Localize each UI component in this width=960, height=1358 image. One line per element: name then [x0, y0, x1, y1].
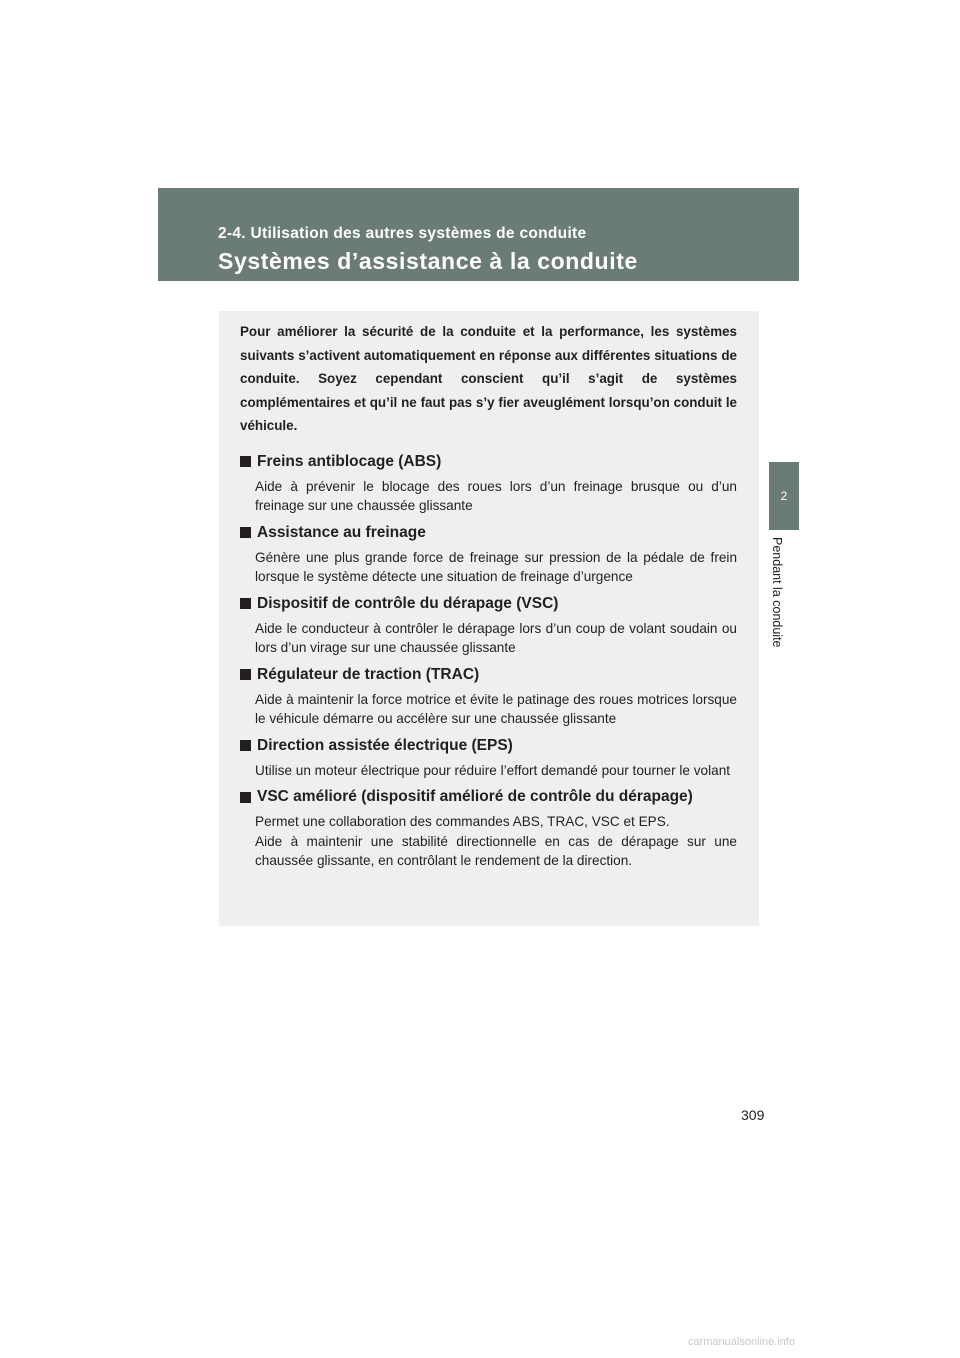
- feature-trac: [240, 665, 737, 729]
- feature-enhanced-vsc: [240, 787, 737, 871]
- page-number: 309: [741, 1107, 765, 1123]
- feature-description: Génère une plus grande force de freinage sur pression de la pédale de frein lorsque le système détecte une situation de freinage d’urgence: [255, 549, 737, 585]
- chapter-tab: 2: [769, 462, 799, 530]
- feature-heading: [240, 523, 737, 543]
- header-band: [158, 188, 799, 281]
- feature-description: Utilise un moteur électrique pour réduire l’effort demandé pour tourner le volant: [255, 762, 731, 778]
- feature-title: Dispositif de contrôle du dérapage (VSC): [257, 594, 559, 612]
- feature-heading: [240, 452, 737, 472]
- feature-title: Régulateur de traction (TRAC): [257, 665, 480, 683]
- page-title: Systèmes d’assistance à la conduite: [218, 248, 638, 274]
- feature-title: VSC amélioré (dispositif amélioré de contrôle du dérapage): [257, 788, 693, 806]
- feature-title: Assistance au freinage: [257, 523, 426, 541]
- square-bullet-icon: [240, 456, 251, 467]
- feature-description: Aide à maintenir la force motrice et évite le patinage des roues motrices lorsque le véhicule démarre ou accélère sur une chaussée glissante: [255, 691, 737, 727]
- square-bullet-icon: [240, 598, 251, 609]
- feature-brake-assist: [240, 523, 737, 587]
- feature-heading: [240, 736, 737, 756]
- square-bullet-icon: [240, 527, 251, 538]
- square-bullet-icon: [240, 669, 251, 680]
- intro-paragraph: Pour améliorer la sécurité de la conduite et la performance, les systèmes suivants s’activent automatiquement en réponse aux différentes situations de conduite. Soyez cependant conscient qu’il s’agit de systèmes complémentaires et qu’il ne faut pas s’y fier aveuglément lorsqu’on conduit le véhicule.: [240, 324, 737, 434]
- feature-heading: [240, 787, 737, 807]
- feature-description: Aide à prévenir le blocage des roues lors d’un freinage brusque ou d’un freinage sur une chaussée glissante: [255, 478, 737, 514]
- square-bullet-icon: [240, 792, 251, 803]
- watermark: carmanualsonline.info: [688, 1336, 796, 1348]
- feature-title: Direction assistée électrique (EPS): [257, 736, 513, 754]
- chapter-label: Pendant la conduite: [770, 537, 784, 648]
- feature-eps: [240, 736, 737, 781]
- content-box: [219, 311, 759, 926]
- feature-heading: [240, 594, 737, 614]
- feature-vsc: [240, 594, 737, 658]
- square-bullet-icon: [240, 740, 251, 751]
- feature-abs: [240, 452, 737, 516]
- feature-description: Aide le conducteur à contrôler le dérapage lors d’un coup de volant soudain ou lors d’un virage sur une chaussée glissante: [255, 620, 737, 656]
- section-label: 2-4. Utilisation des autres systèmes de conduite: [218, 225, 587, 242]
- feature-heading: [240, 665, 737, 685]
- feature-title: Freins antiblocage (ABS): [257, 452, 442, 470]
- feature-description: Permet une collaboration des commandes ABS, TRAC, VSC et EPS. Aide à maintenir une stabilité directionnelle en cas de dérapage sur une chaussée glissante, en contrôlant le rendement de la direction.: [255, 814, 737, 869]
